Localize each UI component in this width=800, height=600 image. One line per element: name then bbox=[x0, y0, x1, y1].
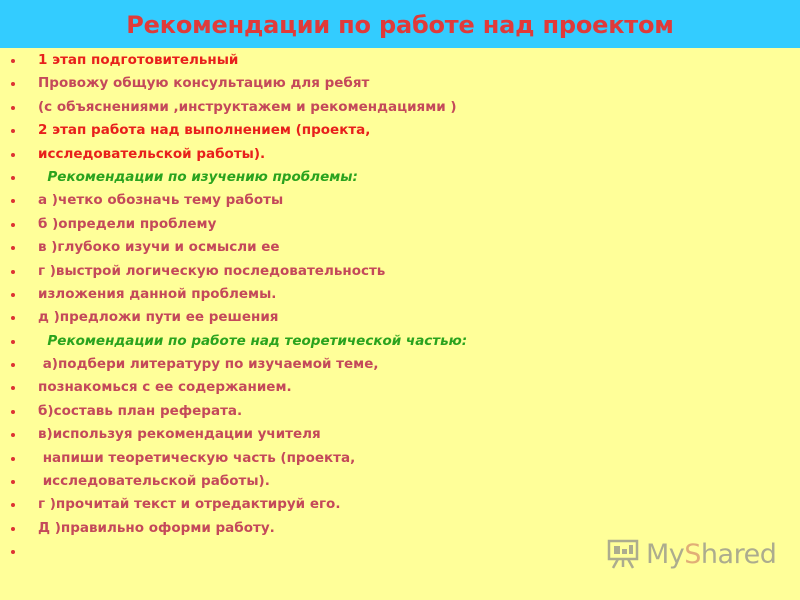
bullet-list bbox=[0, 49, 800, 564]
bullet-item: исследовательской работы). bbox=[0, 470, 800, 493]
bullet-item: Рекомендации по работе над теоретической частью: bbox=[0, 330, 800, 353]
bullet-item: (с объяснениями ,инструктажем и рекомендациями ) bbox=[0, 96, 800, 119]
bullet-item: изложения данной проблемы. bbox=[0, 283, 800, 306]
bullet-item: исследовательской работы). bbox=[0, 143, 800, 166]
bullet-item: б )определи проблему bbox=[0, 213, 800, 236]
watermark-rest: hared bbox=[700, 538, 777, 570]
watermark-accent: S bbox=[684, 538, 701, 570]
bullet-item: в )глубоко изучи и осмысли ее bbox=[0, 236, 800, 259]
bullet-item: Рекомендации по изучению проблемы: bbox=[0, 166, 800, 189]
bullet-item: а)подбери литературу по изучаемой теме, bbox=[0, 353, 800, 376]
bullet-item: в)используя рекомендации учителя bbox=[0, 423, 800, 446]
bullet-item: д )предложи пути ее решения bbox=[0, 306, 800, 329]
bullet-item: г )прочитай текст и отредактируй его. bbox=[0, 493, 800, 516]
watermark-text bbox=[646, 539, 776, 570]
bullet-item: познакомься с ее содержанием. bbox=[0, 376, 800, 399]
page-title: Рекомендации по работе над проектом bbox=[126, 11, 674, 39]
bullet-item: б)составь план реферата. bbox=[0, 400, 800, 423]
watermark-prefix: My bbox=[646, 538, 685, 570]
bullet-item: 2 этап работа над выполнением (проекта, bbox=[0, 119, 800, 142]
presentation-board-icon bbox=[606, 537, 640, 571]
bullet-item: Провожу общую консультацию для ребят bbox=[0, 72, 800, 95]
bullet-item: напиши теоретическую часть (проекта, bbox=[0, 447, 800, 470]
bullet-item: Д )правильно оформи работу. bbox=[0, 517, 800, 540]
bullet-item: а )четко обозначь тему работы bbox=[0, 189, 800, 212]
myshared-watermark bbox=[606, 536, 776, 572]
bullet-item: г )выстрой логическую последовательность bbox=[0, 260, 800, 283]
bullet-item: 1 этап подготовительный bbox=[0, 49, 800, 72]
